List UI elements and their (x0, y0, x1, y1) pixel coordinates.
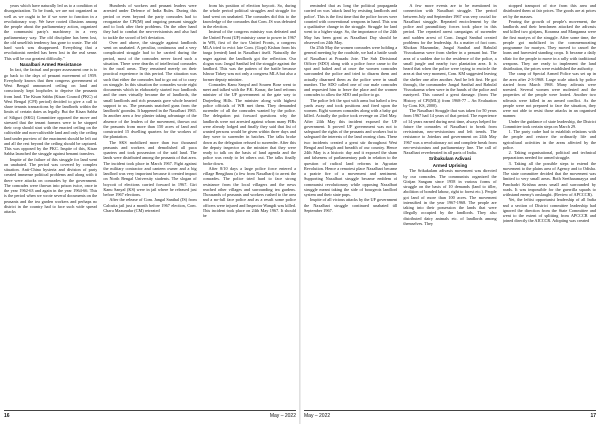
left-page-columns (4, 3, 296, 405)
paragraph: The Srikakulam adivasis movement was directed by our comrades. The communists organized the Girijan Sangam since 1958 in various forms of struggle on the basis of 10 demands (land to tiller, abolition of bonded labour, right to forest etc.). People got land of more than 100 acres. The movement intensified in the year 1967-1968. The people are taking into their possession the lands that were illegally occupied by the landlords. They also distributed dairy animals etc. of landlords among themselves. They (403, 168, 497, 226)
page-number: 17 (590, 413, 596, 419)
section-heading: Sribakulam Adivasi (428, 156, 472, 162)
section-heading: Armed Uprising (432, 162, 468, 168)
paragraph: Over and above, the struggle against landlords went on unabated. A peculiar, continuous and a very complicated struggle had to be carried during the period, most of the comrades never faced such a situation. There were dearths of intellectual comrades in the rural areas. They remained merely on their practical experience in this period. The situation was such that either the comrades had to go out of to carry on struggle. In this situation the comrades wrote eight documents which in elaborately started two landlords and the ones virtually became the of landlords, the small landlords and rich peasants gave whole hearted support to us. The peasants snatched guns from the landlords' goondas. It happened in the Naxalbari 1965. In another area a few planter taking advantage of the absence of the leaders of the movement, thrown out the peasants from more than 150 acres of land and constructed 15 dwelling quarters for the workers of the plantation. (103, 39, 197, 140)
left-column-3 (203, 3, 296, 405)
right-column-2 (403, 3, 496, 405)
paragraph: After the release of Com. Jangal Santhal (JS) from Calcutta jail just a month before 1967 election, Com. Charu Mazumdar (CM) retreated (103, 197, 197, 213)
page-number: 16 (4, 413, 10, 419)
paragraph: On 25th May the women comrades were holding a general meeting by the roadside, we had a battle south of Naxalbari at Prasadu Jote. The Sub Divisional Officer (SDO) along with a police force came to the spot and halted and at once the women comrades surrounded the police and tried to disarm them and actually disarmed them as the police were in small number. The SDO called one of our male comrades and requested him to leave the place and the women comrades to allow the SDO and police to go. (304, 45, 398, 98)
paragraph: from his position of election boycott. So, during the whole period political struggles and struggle for land went on unabated. The comrades did this to the knowledge of the comrades that Com. JS was defeated in the election. (202, 3, 296, 29)
paragraph: 1. The party cadre had to establish relations with the people and restore the ordinarily life and agricultural activities in the areas affected by the police. (502, 129, 596, 150)
right-column-1 (304, 3, 397, 405)
paragraph: The police left the spot with arms but halted a few yards away and took positions and fired upon the women. Eight women comrades along with a baby got killed. Actually the police took revenge on 23rd May. After 24th May this incident exposed the UF government. It proved UF government was not to safeguard the rights of the peasants and workers but to safeguard the interests of the land owning class. These two incidents created a great stir throughout West Bengal and length and breadth of our country. Hence 24th May is a historic day and it exposed the sham and falseness of parliamentary path in relation to the question of radical land reforms in Agrarian Revolution. Hence a remotest place Naxalbari became a prairie fire of a movement and sentiment. Supporting Naxalbari struggle became emblem of communist revolutionary while opposing Naxalbari struggle meant taking the side of bourgeois landlord system and their state pups. (304, 97, 398, 197)
issue-date: May – 2022 (269, 413, 296, 419)
footer-rule (304, 410, 596, 411)
right-page-footer (304, 410, 596, 420)
paragraph: Inspite of the failure of this struggle for land went on unabated. The period was covered by complex situation. Anti-China hysteria and division of party created immense political problems and along with it there were attacks on comrades by the government. The comrades were thrown into prison twice, once in the year 1962-63 and again in the year 1964-66. This is the period when we wrote several documents on the peasants and the tea garden workers and perhaps no district in the country had to face such wide spread attacks (4, 156, 98, 215)
paragraph: Comrades Kanu Sanyal and Souren Bose went to meet and talked with the P.K. Konar, the land reforms minister of the UF government at the gate way to Darjeeling Hills. The minister along with highest police officials of WB met them. They demanded surrender of all the comrades wanted by the police. The delegation put forward questions why the landlords were not arrested against whom many FIRs were already lodged and finally they said that list of wanted persons would be given within three days and they were to surrender in batches. The talks broke down as the delegation refused to surrender. After this the deputy inspector as the minister that they were ready to talk on the basis of land agenda and the police was ready to let others out. The talks finally broke down. (202, 81, 296, 166)
right-page (300, 0, 600, 424)
right-page-columns (304, 3, 596, 405)
paragraph: Fearing the growth of people's movement, the landlords and their henchmen attacked the adivasis and killed two girijans, Koranna and Manganna were the first martyrs of the struggle. After some time, the people got mobilized in the commemorating programme for martyrs. They moved to cancel the loans and harvested standing crops. It became a daily affair for the people to move in a rally with traditional weapons. They are ready to implement the land distribution, the prices were established the authority. (502, 18, 596, 71)
paragraph: After 8/10 days a large police force entered a village Bengjharu (a few from Naxalbari) to arrest the comrades. The police tried hard to face strong resistance from the local villagers and the news reached other villages and surrounding tea gardens. Thousands of peasants and workers rushed to the area and a no-full face police and as a result some police officers were injured and Inspector Wangdi was killed. This incident took place on 24th May 1967. It should be (202, 165, 296, 218)
paragraph: The camp of Special Armed Police was set up in the area after 2-3-1968. Large scale attack by police started from March 1968. Many adivasis were arrested. Several women were molested and the properties of the people were looted. Another two adivasis were killed in an armed conflict. As the people were not prepared to face the situation, they were not able to resist those attacks in an organised manner. (502, 71, 596, 119)
paragraph: The Naxalbari Struggle that was taken for 50 years from 1967 had 14 years of that period. The experience of 14 years earned during next time, always helped for future the comrades of Naxalbari to break from revisionism, neo-revisionism and left trends. The resistance to Jotedars and government on 24th May 1967 was a revolutionary act and complete break from neo-revisionism and parliamentary line. The call of Naxalbari reverberated in all parts of India. (403, 108, 497, 155)
paragraph: Under the guidance of state leadership, the District Committee took certain steps on March 29. (502, 118, 596, 129)
paragraph: Yet, the leftist opportunist leadership of all India and a section of District committee leadership had ignored the direction from the State Committee and went to the extent of splitting from APCCCR and joined directly the AICCCR. Adopting was created (502, 197, 596, 224)
paragraph: A few more events are to be mentioned in connection with Naxalbari struggle. The period between July and September 1967 was very crucial for Naxalbari struggle. Repeated encirclement by the police and paramilitary forces took place in this period. The repeated arrest campaigns of surrender and sudden arrest of Com. Jangal Santhal created problems for the leadership. As a matter of fact com. Khokan Mazumdar, Jangal Santhal and Babulal Viswakarma were from shelter in a peasant hut. The area of a sudden due to the residence of the police, a small jungle and nearby two plantation area. It is heard that when the police were trying to encircle the area at that very moment, Com. KM suggested leaving the shelter one after another. And he left first. He got through, the commander Jangal Santhal and Babulal Viswakarma when were in the hands of the police and martyred. This caused a great damage. (from The History of CPI(ML)) from 1968-77 – An Evaluation by Com. KS, 2000). (403, 3, 497, 108)
paragraph: The SKS mobilized more than two thousand peasants and workers and demolished all puca quarters and took possession of the said land. The lands were distributed among the peasants of that area. The incident took place in March 1967. Fight against the military contractor and canteen owner and a big landlord was very important because it created impact on North Bengal University students. The slogan of boycott of elections carried forward in 1967. Giri Kanu Sanyal (KS) were in jail where he released just before 1967 elections. (103, 139, 197, 197)
paragraph: 3. Taking all the possible steps to extend the movement to the plains area of Agency and to Odisha. The state committee decided that the movement was limited to very small areas. Both Seetharamayya and Panchadri Krishna areas small and surrounded by roads. It was impossible for the guerrilla squads to withstand enemy's onslaught. (Review of APCCCR). (502, 160, 596, 197)
paragraph: Inspite of all vicious attacks by the UF government the Naxalbari struggle continued unabated till September 1967. (304, 197, 398, 213)
paragraph: stopped transport of rice from this area and distributed them at fair prices. The goods are at prices set by the masses. (502, 3, 596, 19)
paragraph: reminded that as long the political propaganda carried on was 'attack land by resisting landlords and police'. This is the first time that the police forces were counted with conventional weapons in hand. This was a qualitative change in the struggle. Struggle for land went to a higher stage. So, the importance of the 24th May has been great as Naxalbari Day should be observed on 24th May. (304, 3, 398, 45)
left-page-footer (4, 410, 296, 420)
footer-rule (4, 410, 296, 411)
issue-date: May – 2022 (304, 413, 331, 419)
right-column-3 (503, 3, 596, 405)
paragraph: In fact, the factual and proper assessment one is to go back to the days of peasant movement of 1959. Everybody knows that then congress government of West Bengal announced ceiling on land and consciously kept loopholes to deprive the peasants from land. The Kisan Sabha (Kisan Council (PKC) of West Bengal (CPI) period) decided to give a call to share tenants transactions by the landlords within the limits of certain dates as legally. But the Kisan Sabha of Siliguri (SKG) Committee opposed the move and stressed that the tenant farmers were to be stopped their crop should start with the enacted ceiling on the cultivable and non-cultivable land and only the ceiling land under purview of the enactment should be left out and all the rest beyond the ceiling should be captured. This was opposed by the PKC. Inspite of this, Kisan Sabha launched the struggle against benami transfers. (4, 67, 98, 157)
paragraph: Instead of the congress ministry was defeated and the United Front (UF) ministry came to power in 1967 in WB, first of the two United Fronts, a congress MLA tried to evict late Com. (Gopi) Kishan from his barga (rented) land in Naxalbari itself. Naturally the anger against the landlords got the reflection. Our slogan was: Jangal Santhal led the struggle against the landlord. This was the pattern of the battle because Ishwar Tirkey was not only a congress MLA but also a former deputy minister. (202, 29, 296, 82)
paragraph: years which have naturally led us to a condition of disorganization. To be frank, we are not organized as well as we ought to be if we were to function in a revolutionary way. We have rooted illusions among the people about the parliamentary action, organized the communist party's machinery in a very parliamentary way. The old discipline has been lost, the old unselfish tendency has gone to waste. The old hard work was disappeared. Everything that a revolutionist needed has been lost in the real sense. This will be our greatest difficulty." (4, 3, 98, 61)
left-column-1 (4, 3, 97, 405)
paragraph: Hundreds of workers and peasant leaders were arrested under Defence of India Rules. During this period or even beyond the party comrades had to reorganize the CPI(M) and ongoing peasant struggle and to look after their problems. On the other hand they had to combat the neo-revisionists and also had to tackle the sword of left deviation. (103, 3, 197, 40)
left-column-2 (103, 3, 196, 405)
paragraph: 2. Taking organisational, political and technical preparations needed for armed struggle. (502, 150, 596, 161)
section-heading: Naxalbari Armed Resistance (19, 61, 82, 67)
